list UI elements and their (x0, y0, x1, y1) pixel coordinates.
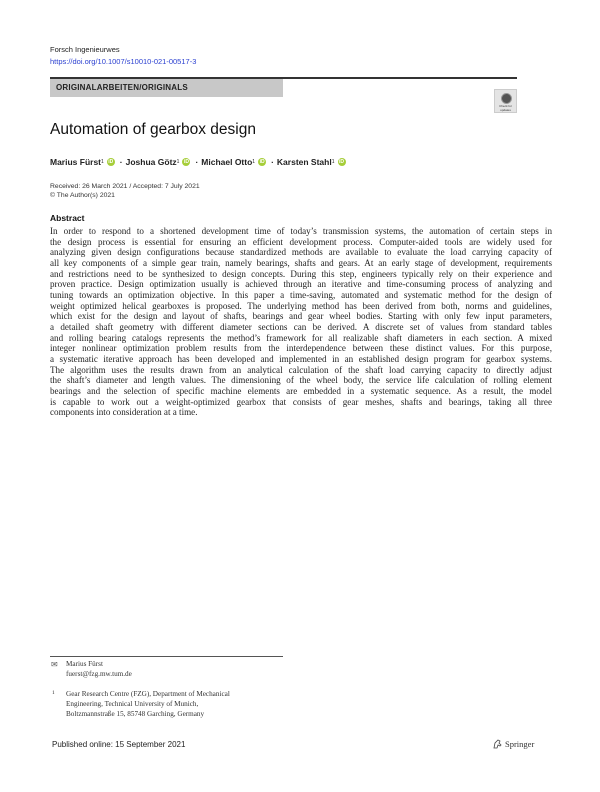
abstract-line: all key components of a simple gear train, namely bearings, shafts and gears. At an early stage of development, requirements (50, 257, 552, 268)
copyright: © The Author(s) 2021 (50, 192, 115, 199)
author-affiliation: 1 (101, 159, 104, 165)
abstract-line: weight optimized helical gearboxes is proposed. The underlying method has been derived from both, norms and guidelines, (50, 300, 552, 311)
abstract-line: is capable to work out a weight-optimized gearbox that consists of gear meshes, shafts and bearings, taking all three (50, 396, 552, 407)
affiliation-line: Gear Research Centre (FZG), Department of Mechanical (66, 690, 230, 698)
abstract-line: In order to respond to a shortened development time of today’s transmission systems, the automation of certain steps in (50, 226, 552, 236)
author-affiliation: 1 (252, 159, 256, 165)
footnote-rule (50, 656, 283, 657)
article-dates (50, 182, 200, 200)
author-affiliation: 1 (331, 159, 335, 165)
abstract-heading: Abstract (50, 213, 85, 223)
orcid-icon[interactable]: iD (339, 159, 344, 165)
abstract-line: integer nonlinear optimization problem results from the interdependence between these distinct values. For this purpose, (50, 343, 552, 354)
abstract-line: and rolling bearing catalogs represents the method’s framework for all realizable shaft diameters in each section. A mixed (50, 332, 552, 343)
journal-name: Forsch Ingenieurwes (50, 45, 120, 54)
affiliation (66, 689, 230, 719)
author-separator: · (119, 157, 123, 167)
affiliation-number: 1 (52, 690, 55, 696)
affiliation-line: Boltzmannstraße 15, 85748 Garching, Germany (66, 710, 205, 718)
publisher-logo (493, 739, 534, 749)
crossmark-icon (501, 93, 512, 104)
crossmark-badge[interactable] (494, 89, 517, 113)
orcid-icon[interactable]: iD (259, 159, 265, 165)
affiliation-line: Engineering, Technical University of Munich, (66, 700, 199, 708)
paper-title: Automation of gearbox design (50, 121, 256, 138)
abstract-line: and restrictions need to be synthesized to design concepts. During this step, engineers typically rely on their experience and (50, 268, 552, 279)
abstract-line: bearings and the selection of specific machine elements are embedded in a systematic sequence. As a result, the model (50, 385, 552, 396)
abstract-line: proven practice. Design optimization usually is achieved through an iterative and time-consuming process of analyzing and (50, 279, 552, 290)
author-name: Marius Fürst (50, 157, 102, 167)
abstract-line: which exist for the design and layout of shafts, bearings and gear wheel bodies. Starting with only few input parameters, (50, 311, 552, 322)
abstract-line: components into consideration at a time. (50, 407, 198, 418)
received-accepted: Received: 26 March 2021 / Accepted: 7 July 2021 (50, 183, 200, 190)
abstract-line: a systematic iterative approach has been developed and implemented in an established design program for gearbox systems. (50, 353, 552, 364)
doi-link[interactable]: https://doi.org/10.1007/s10010-021-00517-3 (50, 57, 197, 66)
corresponding-author (66, 659, 132, 679)
corresponding-email[interactable]: fuerst@fzg.mw.tum.de (66, 670, 132, 678)
envelope-icon: ✉ (51, 660, 58, 669)
crossmark-label: Check for updates (499, 104, 512, 112)
orcid-icon[interactable]: iD (183, 159, 189, 165)
springer-horse-icon (493, 739, 502, 749)
abstract-line: analyzing given design configurations because standardized methods are available to evaluate the load carrying capacity of (50, 247, 552, 258)
publisher-name: Springer (505, 739, 535, 749)
published-date: Published online: 15 September 2021 (52, 740, 186, 749)
abstract-body (50, 226, 552, 418)
author-separator: · (195, 157, 199, 167)
author-name: Karsten Stahl (276, 157, 332, 167)
abstract-line: a detailed shaft geometry with different diameter sections can be derived. A discrete set of values from standard tables (50, 321, 552, 332)
author-name: Joshua Götz (125, 157, 177, 167)
author-name: Michael Otto (201, 157, 253, 167)
orcid-icon[interactable]: iD (108, 159, 114, 165)
abstract-line: The algorithm uses the results drawn from an analytical calculation of the shaft load carrying capacity to directly adjust (50, 364, 552, 375)
abstract-line: the shaft’s diameter and length values. The dimensioning of the wheel body, the service life calculation of rolling element (50, 375, 552, 386)
abstract-line: the design process is essential for ensuring an efficient development process. Computer-aided tools are widely used for (50, 236, 552, 247)
author-list (50, 157, 348, 167)
author-affiliation: 1 (176, 159, 180, 165)
category-label: ORIGINALARBEITEN/ORIGINALS (56, 83, 188, 92)
abstract-line: tuning towards an optimization objective. In this paper a time-saving, automated and systematic method for the design of (50, 289, 552, 300)
author-separator: · (271, 157, 274, 167)
corresponding-name: Marius Fürst (66, 660, 103, 668)
